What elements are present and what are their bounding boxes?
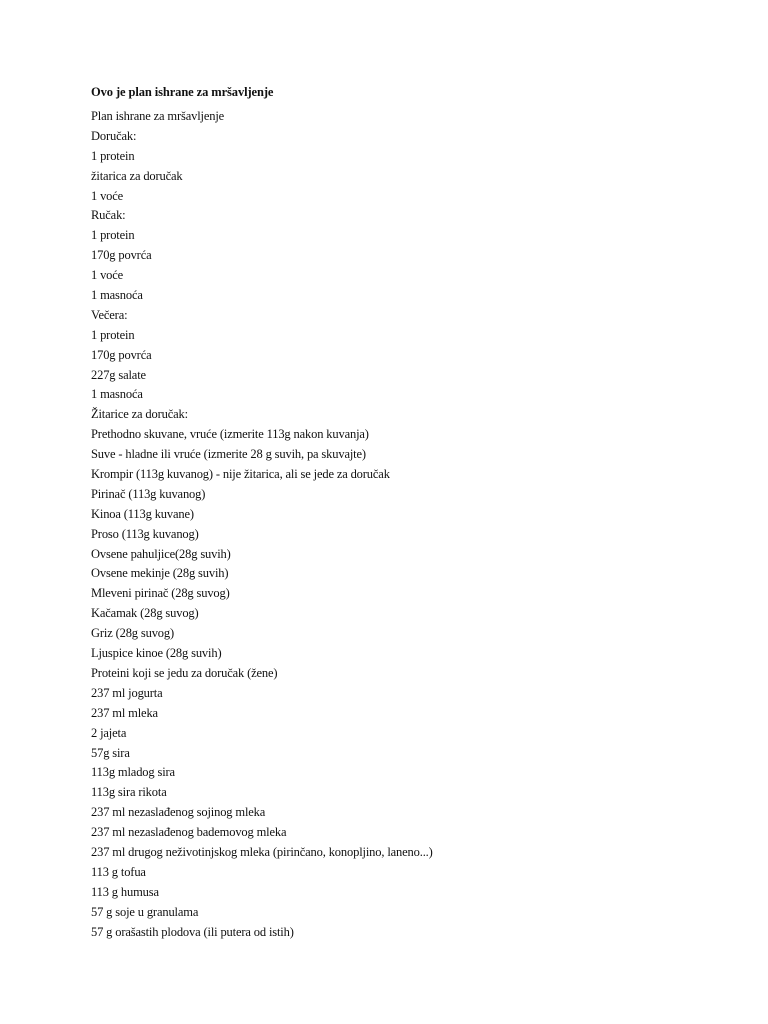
document-line: Kačamak (28g suvog) bbox=[91, 606, 199, 621]
document-line: 113 g tofua bbox=[91, 864, 146, 879]
document-line: Proteini koji se jedu za doručak (žene) bbox=[91, 665, 278, 680]
document-line: 1 protein bbox=[91, 228, 135, 243]
document-line: Proso (113g kuvanog) bbox=[91, 526, 199, 541]
document-line: Ljuspice kinoe (28g suvih) bbox=[91, 646, 222, 661]
document-line: Večera: bbox=[91, 307, 128, 322]
document-line: 227g salate bbox=[91, 367, 146, 382]
document-line: Ovsene pahuljice(28g suvih) bbox=[91, 546, 231, 561]
document-line: 237 ml nezaslađenog sojinog mleka bbox=[91, 805, 266, 820]
document-line: Ručak: bbox=[91, 208, 126, 223]
document-line: Mleveni pirinač (28g suvog) bbox=[91, 586, 230, 601]
document-line: 1 voće bbox=[91, 268, 124, 283]
document-line: Plan ishrane za mršavljenje bbox=[91, 109, 225, 123]
document-line: 1 voće bbox=[91, 188, 124, 203]
document-line: 1 masnoća bbox=[91, 288, 143, 303]
document-line: 237 ml mleka bbox=[91, 705, 158, 720]
document-line: 2 jajeta bbox=[91, 725, 127, 740]
document-title: Ovo je plan ishrane za mršavljenje bbox=[91, 85, 274, 99]
document-line: žitarica za doručak bbox=[91, 168, 183, 183]
document-line: 170g povrća bbox=[91, 347, 152, 362]
document-line: Kinoa (113g kuvane) bbox=[91, 506, 194, 521]
document-line: 113g mladog sira bbox=[91, 765, 175, 780]
document-line: 1 protein bbox=[91, 327, 135, 342]
document-line: 170g povrća bbox=[91, 248, 152, 263]
document-line: 57 g orašastih plodova (ili putera od istih) bbox=[91, 924, 294, 939]
document-line: 237 ml nezaslađenog bademovog mleka bbox=[91, 825, 287, 840]
document-line: 237 ml drugog neživotinjskog mleka (pirinčano, konopljino, laneno...) bbox=[91, 844, 433, 859]
document-line: Pirinač (113g kuvanog) bbox=[91, 486, 206, 501]
document-line: 57 g soje u granulama bbox=[91, 904, 199, 919]
document-line: 57g sira bbox=[91, 745, 130, 760]
document-line: 1 protein bbox=[91, 148, 135, 163]
document-line: Griz (28g suvog) bbox=[91, 626, 175, 641]
document-line: Doručak: bbox=[91, 128, 137, 143]
document-line: 113 g humusa bbox=[91, 884, 159, 899]
document-lines bbox=[91, 107, 433, 942]
document-line: 1 masnoća bbox=[91, 387, 143, 402]
document-line: Prethodno skuvane, vruće (izmerite 113g nakon kuvanja) bbox=[91, 427, 369, 442]
document-line: Ovsene mekinje (28g suvih) bbox=[91, 566, 229, 581]
document-line: Žitarice za doručak: bbox=[91, 407, 188, 422]
document-line: 113g sira rikota bbox=[91, 785, 167, 800]
document-line: 237 ml jogurta bbox=[91, 685, 163, 700]
document-line: Krompir (113g kuvanog) - nije žitarica, ali se jede za doručak bbox=[91, 467, 390, 482]
document-line: Suve - hladne ili vruće (izmerite 28 g suvih, pa skuvajte) bbox=[91, 447, 366, 462]
